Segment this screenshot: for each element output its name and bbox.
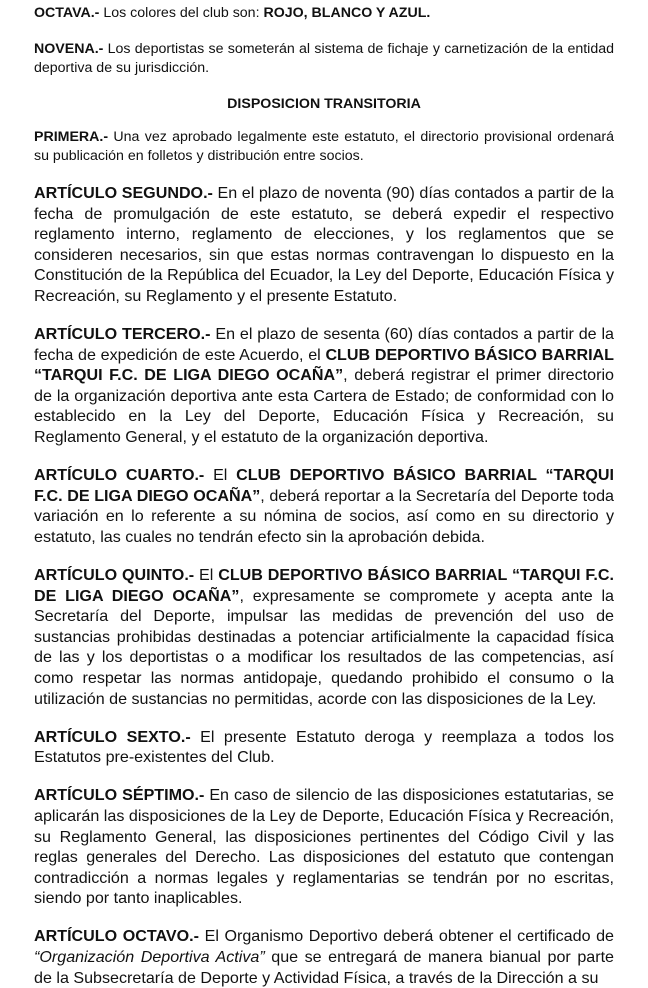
article-text: El presente Estatuto deroga y reemplaza a todos los Estatutos pre-existentes del Club. [34, 727, 614, 767]
articles-section [34, 183, 614, 988]
clause-label: NOVENA.- [34, 41, 104, 57]
clause-text: Los colores del club son: [99, 5, 264, 21]
article-text: En el plazo de noventa (90) días contados a partir de la fecha de promulgación de este estatuto, se deberá expedir el respectivo reglamento interno, reglamento de elecciones, y los reglamentos que se consideren necesarios, sin que estas normas contravengan lo dispuesto en la Constitución de la República del Ecuador, la Ley del Deporte, Educación Física y Recreación, su Reglamento y el presente Estatuto. [34, 184, 614, 305]
article-tercero [34, 324, 614, 448]
club-name: CLUB DEPORTIVO BÁSICO BARRIAL “TARQUI F.C. DE LIGA DIEGO OCAÑA” [34, 345, 614, 385]
certificate-name: “Organización Deportiva Activa” [34, 948, 265, 966]
article-text: En caso de silencio de las disposiciones estatutarias, se aplicarán las disposiciones de la Ley de Deporte, Educación Física y Recreación, su Reglamento General, las disposiciones pertinentes del Código Civil y las reglas generales del Derecho. Las disposiciones del estatuto que contengan contradicción a normas legales y reglamentarias se tendrán por no escritas, siendo por tanto inaplicables. [34, 786, 614, 908]
article-quinto [34, 565, 614, 709]
article-text: , deberá reportar a la Secretaría del Deporte toda variación en lo referente a su nómina de socios, así como en su directorio y estatuto, las cuales no tendrán efecto sin la aprobación debida. [34, 486, 614, 546]
clause-primera [34, 128, 614, 166]
club-name: CLUB DEPORTIVO BÁSICO BARRIAL “TARQUI F.C. DE LIGA DIEGO OCAÑA” [34, 566, 614, 605]
article-label: ARTÍCULO SEGUNDO.- [34, 184, 213, 202]
article-label: ARTÍCULO OCTAVO.- [34, 927, 200, 946]
clause-octava [34, 4, 614, 23]
clause-text: Los deportistas se someterán al sistema de fichaje y carnetización de la entidad deportiva de su jurisdicción. [34, 41, 614, 76]
clause-label: OCTAVA.- [34, 5, 100, 21]
clause-novena [34, 40, 614, 78]
article-label: ARTÍCULO QUINTO.- [34, 566, 195, 584]
article-text: El [204, 466, 237, 485]
article-text: , deberá registrar el primer directorio de la organización deportiva ante esta Cartera de Estado; de conformidad con lo establecido en la Ley del Deporte, Educación Física y Recreación, su Reglamento General, y el estatuto de la organización deportiva. [34, 366, 614, 447]
article-label: ARTÍCULO TERCERO.- [34, 325, 211, 344]
article-text: En el plazo de sesenta (60) días contados a partir de la fecha de expedición de este Acuerdo, el [34, 325, 614, 364]
article-text: El Organismo Deportivo deberá obtener el certificado de [199, 927, 615, 946]
article-text: , expresamente se compromete y acepta ante la Secretaría del Deporte, impulsar las medidas de prevención del uso de sustancias prohibidas destinadas a potenciar artificialmente la capacidad física de las y los deportistas o a modificar los resultados de las competencias, así como respetar las normas antidopaje, quedando prohibido el consumo o la utilización de sustancias no permitidas, acorde con las disposiciones de la Ley. [34, 586, 614, 708]
clause-text: Una vez aprobado legalmente este estatuto, el directorio provisional ordenará su publicación en folletos y distribución entre socios. [34, 129, 614, 164]
article-septimo [34, 785, 614, 909]
article-sexto [34, 727, 614, 768]
article-label: ARTÍCULO SEXTO.- [34, 727, 191, 746]
club-colors: ROJO, BLANCO Y AZUL. [263, 5, 431, 21]
article-cuarto [34, 465, 614, 547]
article-text: El [194, 566, 219, 584]
article-label: ARTÍCULO SÉPTIMO.- [34, 786, 205, 805]
article-text: que se entregará de manera bianual por parte de la Subsecretaría de Deporte y Actividad Física, a través de la Dirección a su [34, 948, 614, 987]
article-label: ARTÍCULO CUARTO.- [34, 466, 205, 485]
section-heading: DISPOSICION TRANSITORIA [227, 96, 421, 112]
clause-label: PRIMERA.- [34, 129, 109, 145]
article-segundo [34, 183, 614, 307]
statute-intro-section [34, 4, 614, 166]
article-octavo [34, 926, 614, 988]
club-name: CLUB DEPORTIVO BÁSICO BARRIAL “TARQUI F.C. DE LIGA DIEGO OCAÑA” [34, 466, 614, 505]
